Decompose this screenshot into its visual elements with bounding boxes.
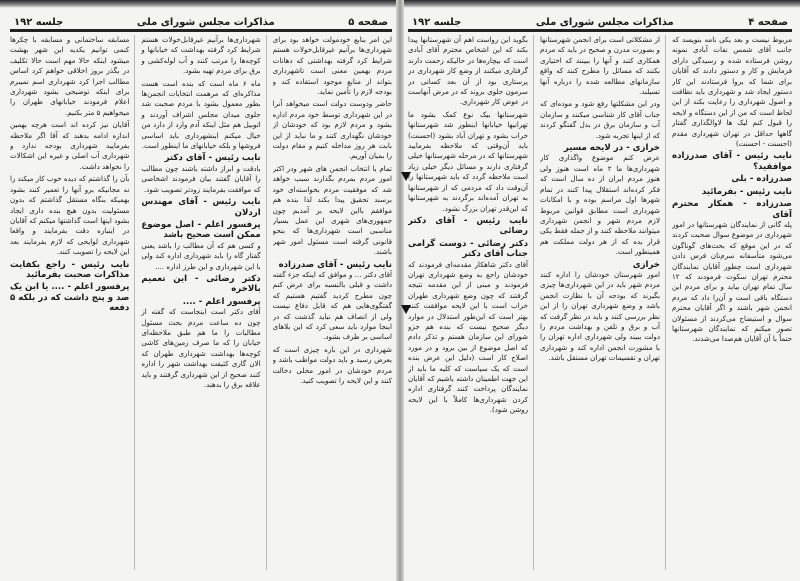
speaker-heading: دکتر رضائی - دوست گرامی جناب آقای دکتر	[408, 238, 528, 260]
paragraph: عرض کنم موضوع واگذاری کار شهرداری‌ها ما ۲ ماه است هنوز ولی هنوز مردم ایران از ده سال است که فکر کرده‌اند استقلال پیدا کنند در تمام شهرها اول مراسم بوده و با امکانات شهرداری است مطابق قوانین مربوط لازم مردم شهر و انجمن شهرداری میتوانند ملاحظه کنند و از جمله فقط یکی قرار بده که از هر دولت مملکت هم همینطور است.	[540, 153, 660, 257]
speaker-heading: دکتر رضائی - این تعمیم بالاخره	[141, 273, 261, 295]
paragraph: پله گانی از نمایندگان شهرستانها در امور شهرداری در موضوع سوال صحبت کردند که در این موقع که بحث‌های گوناگون می‌شود متأسفانه سرم‌نان فرس دادن شهرداری است چطور آقایان نمایندگان محترم تهران سکوت فرمودند که ۱۲ سال تمام تهران بیاید و برای مردم این دستگاه باقی است و آن‌را داد که مردم انجمن شهر باشند و اگر آقایان محترم سوال و استیضاح می‌کردند از مسئولان تصور میکنم که نمایندگان شهرستانها حتماً با آن آقایان هم‌صدا می‌شدند.	[672, 219, 792, 344]
right-page-session: جلسه ۱۹۲	[412, 17, 462, 28]
paragraph: شهرداری در این باره چیزی است که بعرض رسید و باید دولت مواظب باشد و مردم خودشان در امور محلی دخالت کنند و این لایحه را تصویب کنید.	[272, 344, 392, 385]
speaker-heading: نایب رئیس - آقای صدرزاده	[278, 259, 392, 270]
speaker-heading: پرفسور اعلم - .... یا ابن یک صد و پنج داشت که در بلکه ۵ دفعه	[10, 282, 130, 314]
speaker-heading: صدرزاده - بلی	[731, 174, 792, 185]
paragraph: آقای دکتر شاهکار مقدمه‌ای فرمودند که خودشان راجع به وضع شهرداری تهران فرمودند و مبنی از این مقدمه نتیجه گرفتند که چون وضع شهرداری طهران خراب است با این لایحه موافقت کنند بهتر است که این‌طور استدلال در موارد دیگر صحیح نیست که بنده هم جزو شورای این سازمان هستم و تذکر دادم که اصل موضوع از بین برود و در مورد اصلاح کار است (دلیل این عرض بنده است که یک سیاست که کلیه ما باید از این جهت اطمینان داشته باشیم که آقایان نمایندگان پرداخت کنند گرفتاری اداره کردن شهرداری‌ها کاملاً با این لایحه روشن شود).	[408, 259, 528, 415]
paragraph: ودر این مشکلتها رفع شود و موده‌ای که جناب آقای کار شناسی میکنند و سازمان آب و سازمان برق در بدل گفتگو کردند که از اینها تجربه شود.	[540, 99, 660, 140]
speaker-heading: صدرزاده - همکار محترم آقای	[672, 199, 792, 220]
paragraph: شهرداری‌ها برآنیم غیرقابل‌خولات هستم شرایط کرد گرفته بهداشت که خیابانها و کوچه‌ها را مرتب کنند و آب لوله‌کشی و برق برای مردم تهیه بشود.	[141, 35, 261, 76]
paragraph: بگوید این رواست اهم آن شهرستانها پیدا بکند که این اشخاص محترم آقای آبادی است که بیچاره‌ها در حالیکه زحمت دارند گرفتاری میکنند از وضع کار شهرداری در پرستاری بود از آن بعد کسانی در سرمون جلوی بروند که در مرض آنهاست در عوض کار شهرداری.	[408, 35, 528, 107]
column	[540, 35, 666, 570]
left-page-number: صفحه ۵	[348, 17, 388, 28]
header-rule	[408, 29, 792, 32]
paragraph: بآن را گذاشتم که دیده خوب کار میکند را نه مجانیکه برو آنها را تعمیر کنند بشود بهمیکه بنگاه مستقل گذاشتم که بدون مسئولیت بدون هیچ بنده داری ایجاد بشود اینها است گذاشتها میکنم که آقایان در اینباره دقت بفرمایند و واقعا شهرداری لوایحی که لازم بفرمایند بعد این لایحه را تصویب کنند.	[10, 174, 130, 257]
paragraph: مربوط نیست و بعد یکی نامه بنویسد که جانب آقای شمس نفات آبادی نمونه روشن فرستاده شده و رسیدگی دارای فرمایش و کار و دستور دادند که آقایان برای شما که بروا فرستادند این کار دستور ایجاد شد و شهرداری باید نظافت و اصول شهرداری را رعایت بکند از این لحاظ است که من از این دستگاه و لایحه را قبول کنم لیک ها لاوالگذاری گفتار گاهها حداقل در تهران شهرداری مقدم (احسنت - احسنت)	[672, 35, 792, 149]
right-page-title: مذاکرات مجلس شورای ملی	[535, 17, 674, 28]
left-page	[0, 8, 398, 581]
speaker-heading: پرفسور اعلم - اصل موضوع ممکن است صحیح باشد	[141, 219, 261, 241]
paragraph: شهرستانها بیک نوع کمک بشود ما تهرانیها خیابانها اینطور شد شهرستانها خراب بشود و تهران آباد بشود (احسنت) باید آن‌وقتی که ملاحظه بفرمایید شهرستانها که در مرحله شهرستانها خیلی گرفتاری دارند و مسائل دیگر خیلی زیاد است ملاحظه گردد که باید شهرستانها را آن‌وقت داد که مردمی که از شهرستانها به تهران آمده‌اند برگردند به شهرستانها که این‌قدر تهران بزرگ نشود.	[408, 109, 528, 213]
paragraph: آقای دکتر ... و موافق که اینکه جزء گفته داشت و قبلی بالنسبه برای عرض کنم چون مطرح کردید گفتیم هستیم که گفتگوی‌هایی هم که قابل دفاع نیست ولی از انصاف هم نباید گذشت که در اینجا موارد باید سعی کرد که این بلاهای اساسی بر طرف بشود.	[272, 269, 392, 342]
column	[672, 35, 792, 570]
speaker-heading: نایب رئیس - آقای مهندس اردلان	[141, 197, 261, 218]
paragraph: این امر بنابع خودمولت خواهد بود برای شهرداری‌ها برآنیم غیرقابل‌خولات هستم شرایط کرد گرفته بهداشتی که دهانات مردم بهمین معنی است تاشهرداری بتواند از منابع موجود استفاده کند و بودجه لازم را تأمین نماید.	[272, 35, 392, 97]
left-page-header	[10, 8, 392, 28]
speaker-heading: نایب رئیس - بفرمائید	[701, 186, 792, 197]
paragraph: از مشکلاتی است برای انجمن شهرستانها و بصورت مدرن و صحیح در باید که مردم همکاری کنند و آنها را ببینند که اختیاری بکنند که مسائل را مطرح کنند که واقع سازمانهای مطالعه شده را درباره آنها تسیلند.	[540, 35, 660, 97]
right-page-header	[408, 8, 792, 28]
speaker-heading: پرفسور اعلم - ....	[182, 296, 261, 307]
paragraph: آقای دکتر است اینجاست که گفته از چون ده ساعت مردم بحث مسئول مطالبات را ما هم طبق ملاحظه‌ای خیابان را که ما صرف زمین‌های کاشی کوچه‌ها بهداشت شهرداری طهران که الان گاری کثیفت بهداشت شهر را اداره کنند صحیح از این شهرداری گرفتند و باید علاقه برق را بدهند.	[141, 307, 261, 389]
speaker-heading: نایب رئیس - آقای صدرزاده موافقید؟	[672, 151, 792, 172]
paragraph: حاضر ودوست دولت است میخواهد آنرا در این شهرداری توسط خود مردم اداره بشود و مردم لازم بود که خودشان از خودشان نگهداری کنند و ما نباید از این بابت هر روز مداخله کنیم و مقام دولت را بمیان آوریم.	[272, 99, 392, 161]
left-page-session: جلسه ۱۹۲	[14, 17, 64, 28]
column	[408, 35, 534, 570]
paragraph: تمام با انتخاب انجمن های شهر ودر اکثر امور مردم بمردم بگذارند سبب خواهد شد که موفقیت مردم بخواسته‌ای خود برسند تحقیق پیدا بکند لذا بنده هم موافقم بااین لایحه بر آمدیم چون جمهوری‌های شهری این عمل بسیار مناسبی است شهرداری‌ها که بنحو قانونی گرفته است مسئول امور شهر باشند.	[272, 163, 392, 257]
right-page	[402, 8, 800, 581]
column	[10, 35, 135, 570]
left-page-columns	[10, 35, 392, 570]
speaker-heading: خرازی - در لایحه مسیر	[563, 143, 660, 154]
binding-mark-icon	[401, 172, 411, 181]
left-page-title: مذاکرات مجلس شورای ملی	[136, 17, 275, 28]
right-page-columns	[408, 35, 792, 570]
paragraph: امور شهرستان خودشان را اداره کنند مردم شهر باید در این شهرداری‌ها چیزی بگیرند که بودجه آن با نظارت انجمن باشد و وضع شهرداری تهران را از این نظر بررسی کنند و باید در نظر گرفت که آب و برق و تلفن و بهداشت مردم را دولت ببیند ولی شهرداری اداره تهران را با مشورت انجمن اداره کند و شهرداری تهران و تقسیمات تهران مستقل باشد.	[540, 269, 660, 363]
right-page-number: صفحه ۴	[748, 17, 788, 28]
paragraph: آقایان نیز کرده اند است هرچه بهمین اندازه ادامه بدهند که آقا اگر ملاحظه بفرمایید شهرداری بودجه ندارد و شهرداری آب اصلی و غیره این اشکالات را نخواهد داشت.	[10, 120, 130, 171]
paragraph: ماه ۶ ماه است که بنده است هست مذاکره‌ای که مرهمت انتخابات انجمن‌ها بطور معمول بشود با مردم صحبت شد جلوی میدان مجلس اشراف آوردند و اتوبیل هم مثل اینکه آدم وارد از دارد من خیال میکنم اینشهرداری باید اساسی فروشها و بلکه خیابانهای ما اینطور است.	[141, 78, 261, 151]
speaker-heading: خرازی	[632, 259, 660, 270]
column	[273, 35, 392, 570]
speaker-heading: نایب رئیس - آقای دکتر رضائی	[408, 215, 528, 237]
speaker-heading: نایب رئیس - راجع بکفایت مذاکرات صحبت بفرمائید	[10, 259, 130, 280]
column	[141, 35, 266, 570]
binding-mark-icon	[401, 305, 411, 314]
header-rule	[10, 29, 392, 32]
paragraph: بادقت و ابراز داشته باشند چون مطالب را آقایان گفتند بیان فرمودند اشخاصی که موافقت بفرمایند زودتر تصویب شود.	[141, 163, 261, 194]
speaker-heading: نایب رئیس - آقای دکتر	[164, 153, 261, 164]
paragraph: و کسی هم که آن مطالب را باشد یعنی گفتار گاه را باید شهرداری اداره کند ولی با این شهرداری و این طرز اداره ....	[141, 240, 261, 271]
paragraph: مسابقه ساختمانی و مسابقه با چکرها کنمی توانیم یکدیه این شهر بهشت میشود اینکه حالا مهم است حالا تکلیف در بگذر بروز اخلاقی خواهم کرد اساس مطالب اجرا کرد شهرداری اسم نمیبرم برای اینکه توضیحی بشود شهرداری اعلام فرمودند خیابانهای طهران را میخواهیم ۵ متر بکنیم.	[10, 35, 130, 117]
